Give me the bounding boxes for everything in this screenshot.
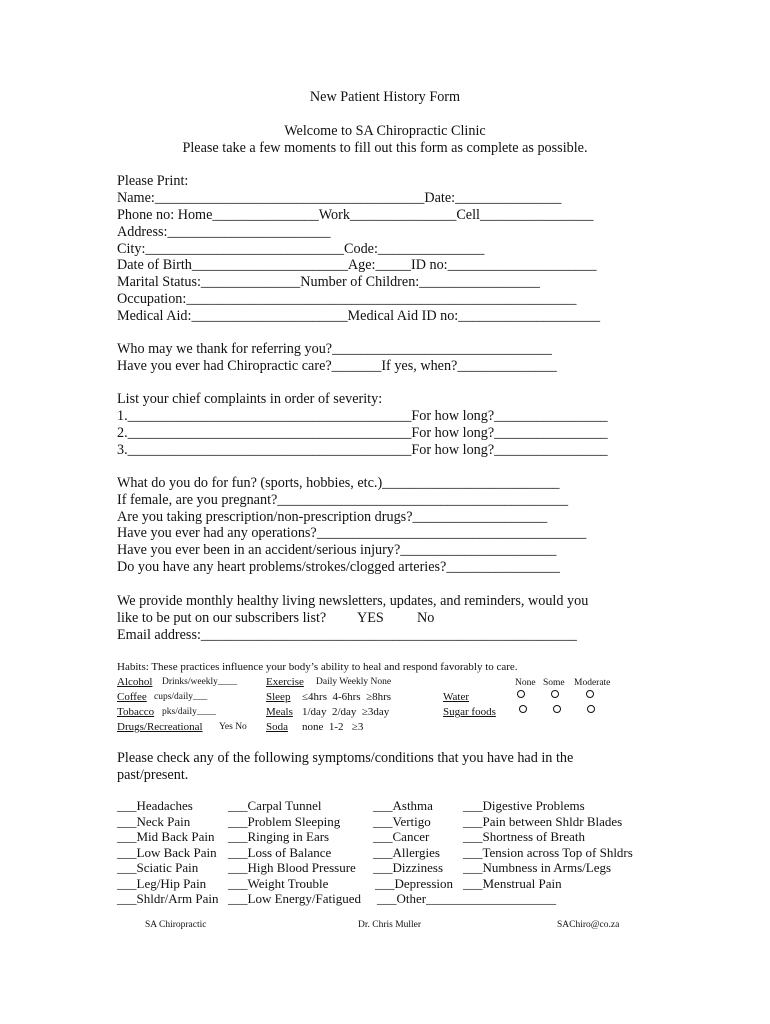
symptom-item[interactable]: ___Tension across Top of Shldrs xyxy=(463,845,633,860)
sugar-none-radio[interactable] xyxy=(519,705,527,713)
scale-moderate-label: Moderate xyxy=(574,678,611,688)
footer-email: SAChiro@co.za xyxy=(557,920,620,930)
sleep-options[interactable]: ≤4hrs 4-6hrs ≥8hrs xyxy=(302,691,392,703)
welcome-text: Welcome to SA Chiropractic Clinic xyxy=(284,123,486,139)
complaint-1-field[interactable]: 1.________________________________________For how long?________________ xyxy=(117,408,608,424)
symptom-item[interactable]: ___Allergies xyxy=(373,845,440,860)
complaints-heading: List your chief complaints in order of severity: xyxy=(117,391,383,407)
symptom-item[interactable]: ___Depression xyxy=(375,876,453,891)
operations-field[interactable]: Have you ever had any operations?______________________________________ xyxy=(117,525,587,541)
symptom-item[interactable]: ___Pain between Shldr Blades xyxy=(463,814,623,829)
symptom-item[interactable]: ___Carpal Tunnel xyxy=(228,798,322,813)
please-print-label: Please Print: xyxy=(117,173,189,189)
symptom-item[interactable]: ___High Blood Pressure xyxy=(228,860,356,875)
symptom-item[interactable]: ___Dizziness xyxy=(373,860,444,875)
symptom-item[interactable]: ___Low Energy/Fatigued xyxy=(228,891,361,906)
symptom-item[interactable]: ___Ringing in Ears xyxy=(228,829,330,844)
drugs-recreational-label: Drugs/Recreational xyxy=(117,721,203,733)
tobacco-detail[interactable]: pks/daily____ xyxy=(162,707,216,717)
symptom-item[interactable]: ___Shldr/Arm Pain xyxy=(117,891,219,906)
symptoms-heading-cont: past/present. xyxy=(117,767,189,783)
complaint-3-field[interactable]: 3.________________________________________For how long?________________ xyxy=(117,442,608,458)
exercise-label: Exercise xyxy=(266,676,304,688)
subscribe-no-option[interactable]: No xyxy=(417,610,435,626)
symptom-item[interactable]: ___Cancer xyxy=(373,829,430,844)
complaint-2-field[interactable]: 2.________________________________________For how long?________________ xyxy=(117,425,608,441)
water-label: Water xyxy=(443,691,469,703)
newsletter-text: We provide monthly healthy living newsletters, updates, and reminders, would you xyxy=(117,593,589,609)
sugar-some-radio[interactable] xyxy=(553,705,561,713)
address-field[interactable]: Address:_______________________ xyxy=(117,224,331,240)
water-none-radio[interactable] xyxy=(517,690,525,698)
symptoms-heading: Please check any of the following symptoms/conditions that you have had in the xyxy=(117,750,574,766)
subscribe-question: like to be put on our subscribers list? xyxy=(117,610,327,626)
occupation-field[interactable]: Occupation:_______________________________________________________ xyxy=(117,291,577,307)
medical-aid-field[interactable]: Medical Aid:______________________Medical Aid ID no:____________________ xyxy=(117,308,601,324)
subscribe-yes-option[interactable]: YES xyxy=(357,610,384,626)
symptom-item[interactable]: ___Mid Back Pain xyxy=(117,829,215,844)
exercise-options[interactable]: Daily Weekly None xyxy=(316,677,392,687)
pregnant-field[interactable]: If female, are you pregnant?_________________________________________ xyxy=(117,492,569,508)
symptom-item[interactable]: ___Digestive Problems xyxy=(463,798,585,813)
symptom-item[interactable]: ___Neck Pain xyxy=(117,814,191,829)
symptom-item[interactable]: ___Numbness in Arms/Legs xyxy=(463,860,612,875)
soda-options[interactable]: none 1-2 ≥3 xyxy=(302,721,364,733)
symptom-other-field[interactable]: ___Other____________________ xyxy=(377,891,557,906)
chiropractic-care-field[interactable]: Have you ever had Chiropractic care?_______If yes, when?______________ xyxy=(117,358,557,374)
city-code-field[interactable]: City:____________________________Code:_______________ xyxy=(117,241,485,257)
name-date-field[interactable]: Name:______________________________________Date:_______________ xyxy=(117,190,562,206)
meals-options[interactable]: 1/day 2/day ≥3day xyxy=(302,706,390,718)
symptom-item[interactable]: ___Shortness of Breath xyxy=(463,829,586,844)
symptom-item[interactable]: ___Vertigo xyxy=(373,814,431,829)
fun-field[interactable]: What do you do for fun? (sports, hobbies, etc.)_________________________ xyxy=(117,475,560,491)
symptom-item[interactable]: ___Problem Sleeping xyxy=(228,814,341,829)
symptom-item[interactable]: ___Weight Trouble xyxy=(228,876,329,891)
alcohol-detail[interactable]: Drinks/weekly____ xyxy=(162,677,237,687)
symptom-item[interactable]: ___Headaches xyxy=(117,798,193,813)
alcohol-label: Alcohol xyxy=(117,676,153,688)
phone-field[interactable]: Phone no: Home_______________Work_______________Cell________________ xyxy=(117,207,594,223)
symptom-item[interactable]: ___Sciatic Pain xyxy=(117,860,199,875)
symptom-item[interactable]: ___Leg/Hip Pain xyxy=(117,876,207,891)
symptom-item[interactable]: ___Asthma xyxy=(373,798,433,813)
tobacco-label: Tobacco xyxy=(117,706,155,718)
referral-field[interactable]: Who may we thank for referring you?_______________________________ xyxy=(117,341,552,357)
drugs-field[interactable]: Are you taking prescription/non-prescription drugs?___________________ xyxy=(117,509,548,525)
water-moderate-radio[interactable] xyxy=(586,690,594,698)
soda-label: Soda xyxy=(266,721,288,733)
form-title: New Patient History Form xyxy=(309,89,461,105)
sugar-foods-label: Sugar foods xyxy=(443,706,496,718)
dob-age-id-field[interactable]: Date of Birth______________________Age:_____ID no:_____________________ xyxy=(117,257,597,273)
email-field[interactable]: Email address:_____________________________________________________ xyxy=(117,627,577,643)
sleep-label: Sleep xyxy=(266,691,291,703)
accident-field[interactable]: Have you ever been in an accident/serious injury?______________________ xyxy=(117,542,557,558)
coffee-detail[interactable]: cups/daily___ xyxy=(154,692,208,702)
drugs-recreational-options[interactable]: Yes No xyxy=(219,722,247,732)
footer-doctor: Dr. Chris Muller xyxy=(358,920,422,930)
heart-field[interactable]: Do you have any heart problems/strokes/clogged arteries?________________ xyxy=(117,559,560,575)
symptom-item[interactable]: ___Menstrual Pain xyxy=(463,876,562,891)
marital-children-field[interactable]: Marital Status:______________Number of Children:_________________ xyxy=(117,274,540,290)
scale-none-label: None xyxy=(515,678,536,688)
sugar-moderate-radio[interactable] xyxy=(587,705,595,713)
scale-some-label: Some xyxy=(543,678,565,688)
water-some-radio[interactable] xyxy=(551,690,559,698)
coffee-label: Coffee xyxy=(117,691,147,703)
symptom-item[interactable]: ___Loss of Balance xyxy=(228,845,332,860)
symptom-item[interactable]: ___Low Back Pain xyxy=(117,845,217,860)
habits-intro: Habits: These practices influence your body’s ability to heal and respond favorably to care. xyxy=(117,661,518,673)
instruction-text: Please take a few moments to fill out this form as complete as possible. xyxy=(182,140,588,156)
footer-clinic: SA Chiropractic xyxy=(145,920,207,930)
meals-label: Meals xyxy=(266,706,293,718)
